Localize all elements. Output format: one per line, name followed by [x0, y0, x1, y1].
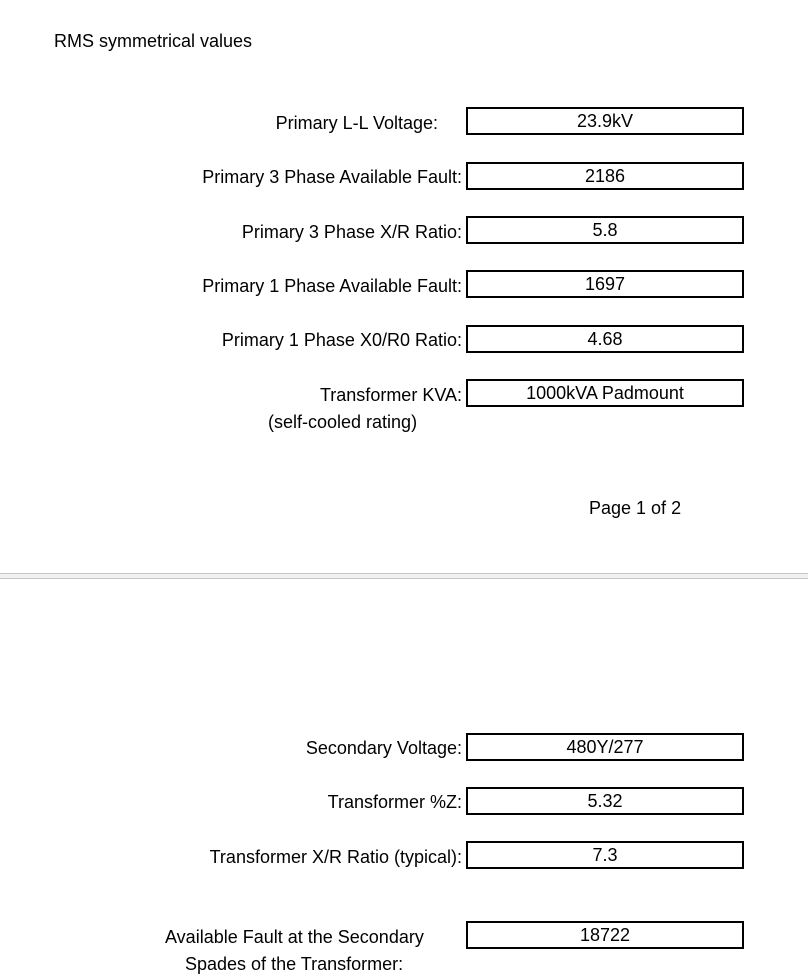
transformer-z-field[interactable]: 5.32	[466, 787, 744, 815]
transformer-kva-label: Transformer KVA:	[319, 385, 462, 405]
primary-3phase-fault-field[interactable]: 2186	[466, 162, 744, 190]
transformer-kva-sublabel: (self-cooled rating)	[268, 412, 418, 432]
rms-note: RMS symmetrical values	[54, 31, 253, 51]
primary-1phase-fault-field[interactable]: 1697	[466, 270, 744, 298]
secondary-voltage-field[interactable]: 480Y/277	[466, 733, 744, 761]
transformer-kva-field[interactable]: 1000kVA Padmount	[466, 379, 744, 407]
transformer-xr-field[interactable]: 7.3	[466, 841, 744, 869]
primary-3phase-xr-label: Primary 3 Phase X/R Ratio:	[241, 222, 462, 242]
available-fault-field[interactable]: 18722	[466, 921, 744, 949]
primary-3phase-xr-field[interactable]: 5.8	[466, 216, 744, 244]
primary-1phase-fault-label: Primary 1 Phase Available Fault:	[202, 276, 462, 296]
primary-3phase-fault-label: Primary 3 Phase Available Fault:	[202, 167, 462, 187]
page-number: Page 1 of 2	[589, 498, 682, 518]
primary-ll-voltage-label: Primary L-L Voltage:	[275, 113, 438, 133]
page-break-divider	[0, 573, 808, 579]
available-fault-label-line2: Spades of the Transformer:	[185, 954, 404, 974]
available-fault-label-line1: Available Fault at the Secondary	[165, 927, 424, 947]
transformer-xr-label: Transformer X/R Ratio (typical):	[209, 847, 462, 867]
transformer-z-label: Transformer %Z:	[327, 792, 462, 812]
primary-1phase-x0r0-label: Primary 1 Phase X0/R0 Ratio:	[221, 330, 462, 350]
primary-1phase-x0r0-field[interactable]: 4.68	[466, 325, 744, 353]
secondary-voltage-label: Secondary Voltage:	[305, 738, 462, 758]
primary-ll-voltage-field[interactable]: 23.9kV	[466, 107, 744, 135]
